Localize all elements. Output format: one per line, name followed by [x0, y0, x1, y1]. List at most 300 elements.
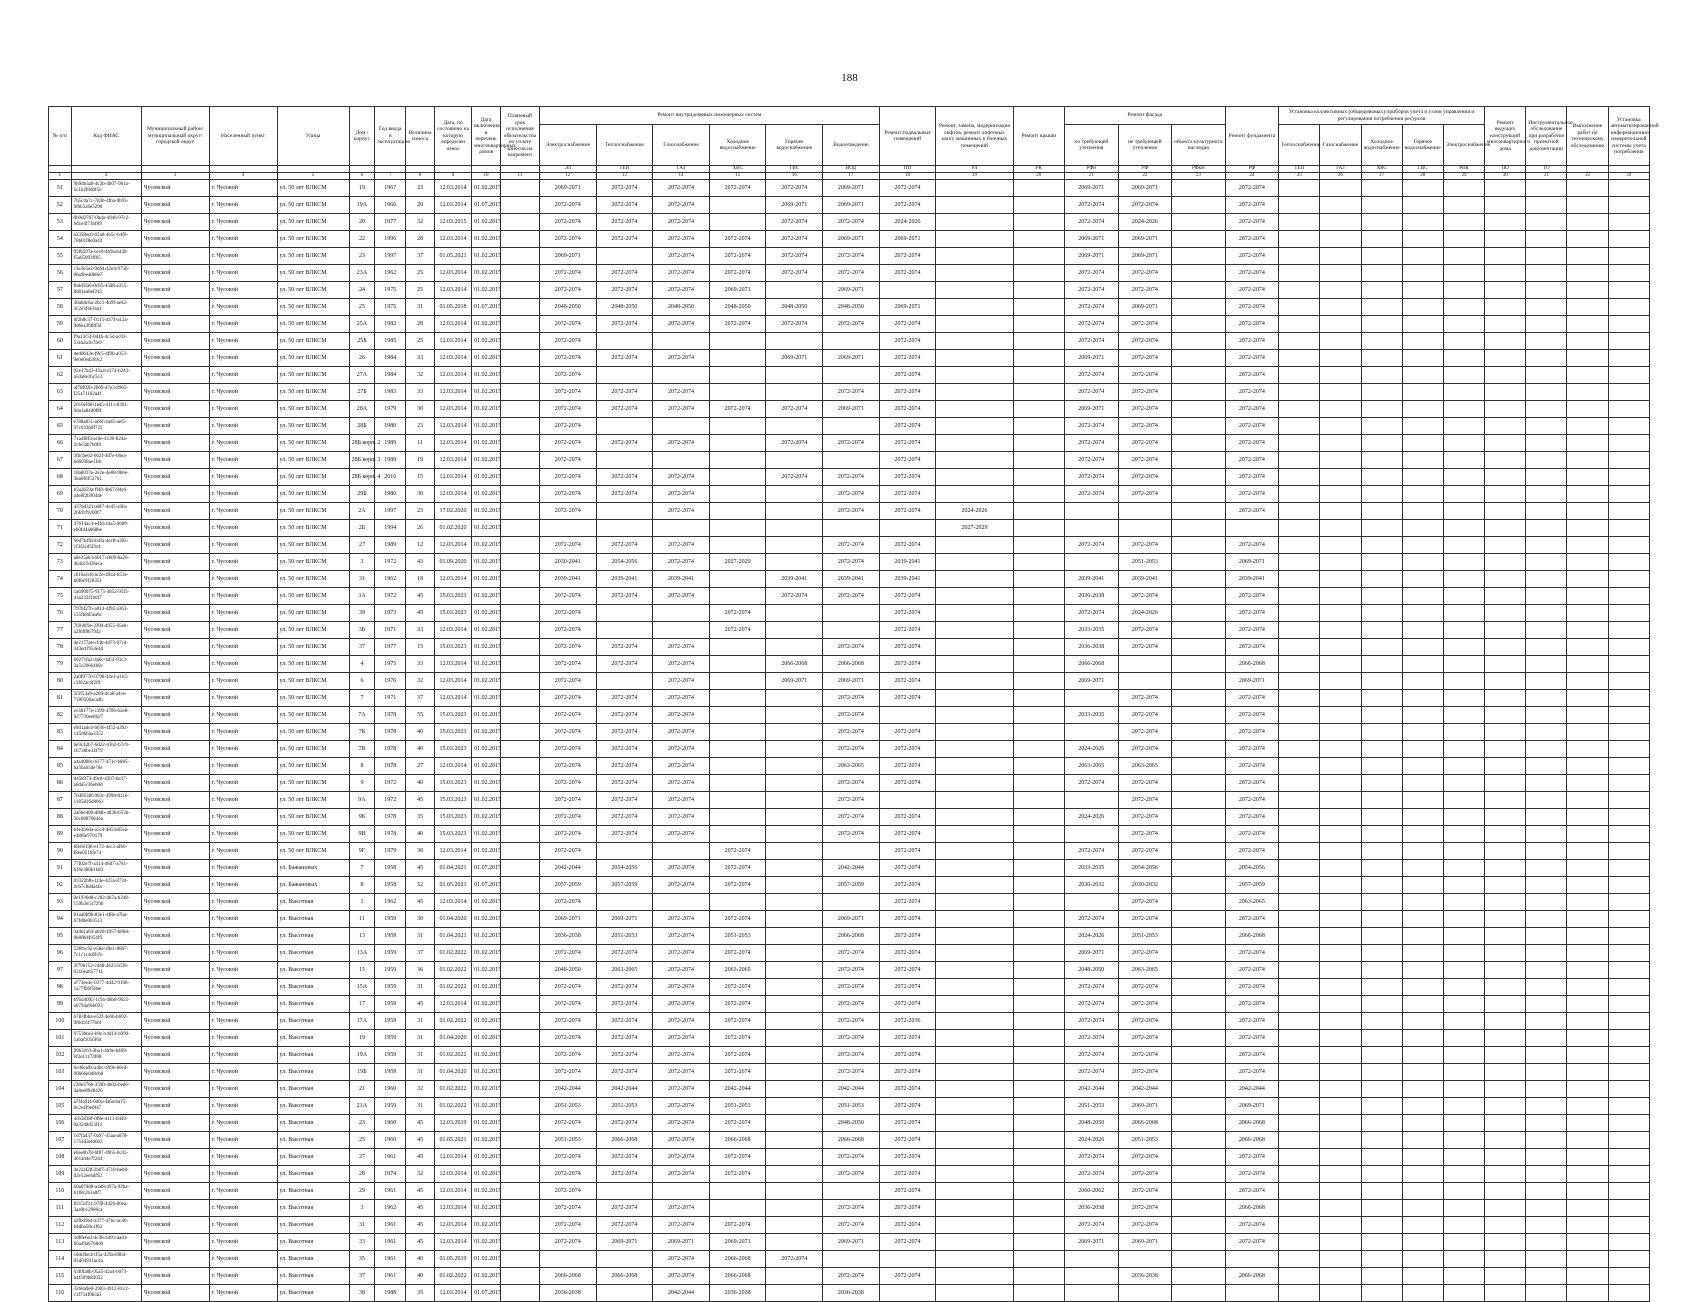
table-cell-mun: Чусовской — [141, 299, 209, 316]
table-cell-empty — [1567, 588, 1608, 605]
table-cell-empty — [1485, 333, 1526, 350]
table-cell-tep: 2072-2074 — [596, 588, 653, 605]
table-cell-di: 01.02.2015 — [472, 384, 501, 401]
table-cell-code: fbdd5fa6-0c85-43d8-a355-8d01ea0ef245 — [71, 282, 141, 299]
table-cell-rfn: 2033-2035 — [1065, 622, 1119, 639]
table-cell-rfn: 2069-2071 — [1065, 673, 1119, 690]
table-cell-gvs — [766, 1098, 823, 1115]
table-cell-empty — [1526, 554, 1567, 571]
table-cell-street: ул. Высотная — [277, 1166, 349, 1183]
table-cell-plan — [500, 486, 539, 503]
table-cell-rk — [1013, 503, 1064, 520]
header-code-cell: ПО — [1485, 166, 1526, 173]
table-cell-street: ул. 50 лет ВЛКСМ — [277, 571, 349, 588]
table-cell-empty — [1320, 1166, 1361, 1183]
table-cell-empty — [1485, 1200, 1526, 1217]
table-cell-gvs — [766, 690, 823, 707]
table-cell-year: 1959 — [375, 962, 406, 979]
table-cell-empty — [1361, 1149, 1402, 1166]
table-cell-uf: 2072-2074 — [1118, 792, 1172, 809]
table-cell-plan — [500, 673, 539, 690]
table-cell-ds: 12.03.2014 — [435, 622, 472, 639]
table-cell-street: ул. Высотная — [277, 1149, 349, 1166]
table-cell-empty — [1279, 214, 1320, 231]
table-cell-ds: 15.03.2023 — [435, 809, 472, 826]
table-cell-wear: 45 — [406, 1132, 435, 1149]
table-cell-year: 1979 — [375, 401, 406, 418]
table-cell-empty — [1567, 1251, 1608, 1268]
table-cell-house: 6 — [349, 673, 375, 690]
table-cell-hvs — [709, 741, 766, 758]
table-cell-mun: Чусовской — [141, 384, 209, 401]
table-cell-empty — [1443, 928, 1484, 945]
table-cell-el: 2072-2074 — [539, 656, 596, 673]
table-cell-gvs — [766, 418, 823, 435]
table-cell-house: 25Б — [349, 333, 375, 350]
table-cell-code: b4e3b6da-a5cd-4854-85ea-e48f6e970179 — [71, 826, 141, 843]
table-cell-house: 25А — [349, 316, 375, 333]
table-cell-rk — [1013, 707, 1064, 724]
table-cell-empty — [1320, 1098, 1361, 1115]
table-cell-empty — [1443, 826, 1484, 843]
table-cell-empty — [1526, 1149, 1567, 1166]
table-cell-rf: 2072-2074 — [1225, 486, 1279, 503]
table-cell-city: г. Чусовой — [209, 809, 277, 826]
table-cell-wear: 55 — [406, 707, 435, 724]
table-cell-rfn: 2072-2074 — [1065, 1013, 1119, 1030]
table-row — [49, 1166, 1650, 1183]
table-cell-rl — [936, 401, 1013, 418]
table-cell-mun: Чусовской — [141, 248, 209, 265]
table-cell-plan — [500, 350, 539, 367]
table-row — [49, 911, 1650, 928]
table-cell-tep: 2072-2074 — [596, 435, 653, 452]
table-cell-vod: 2066-2068 — [823, 656, 880, 673]
table-cell-plan — [500, 1098, 539, 1115]
table-cell-mun: Чусовской — [141, 1098, 209, 1115]
table-row — [49, 1268, 1650, 1285]
table-cell-code: 0458373-49c8-4507-be37-a6da5c36eb0d — [71, 775, 141, 792]
table-cell-mun: Чусовской — [141, 367, 209, 384]
table-cell-pp: 2072-2074 — [879, 367, 936, 384]
table-cell-pp: 2072-2074 — [879, 605, 936, 622]
table-cell-year: 1977 — [375, 639, 406, 656]
table-cell-empty — [1320, 1217, 1361, 1234]
table-cell-city: г. Чусовой — [209, 1149, 277, 1166]
table-cell-rf: 2072-2074 — [1225, 707, 1279, 724]
table-cell-tep: 2072-2074 — [596, 1149, 653, 1166]
header-asu: Установка автоматизированной информационно-измерительной системы учета потребления — [1608, 107, 1649, 166]
table-cell-gaz: 2072-2074 — [653, 469, 710, 486]
table-cell-mun: Чусовской — [141, 826, 209, 843]
table-cell-ds: 12.03.2014 — [435, 656, 472, 673]
table-cell-empty — [1485, 979, 1526, 996]
table-cell-pp: 2072-2074 — [879, 996, 936, 1013]
table-cell-plan — [500, 843, 539, 860]
table-cell-mun: Чусовской — [141, 1183, 209, 1200]
header-sub-electric: Электроснабжение — [539, 125, 596, 166]
table-cell-empty — [1361, 809, 1402, 826]
table-cell-empty — [1320, 690, 1361, 707]
table-row — [49, 537, 1650, 554]
table-cell-empty — [1526, 1217, 1567, 1234]
table-cell-rfkn — [1172, 758, 1226, 775]
table-cell-empty — [1443, 690, 1484, 707]
table-cell-empty — [1485, 1268, 1526, 1285]
table-cell-el: 2036-2038 — [539, 928, 596, 945]
table-cell-rl — [936, 350, 1013, 367]
table-cell-mun: Чусовской — [141, 673, 209, 690]
table-cell-pp — [879, 520, 936, 537]
table-cell-n: 99 — [49, 996, 72, 1013]
table-cell-empty — [1526, 1098, 1567, 1115]
table-cell-ds: 01.04.2021 — [435, 860, 472, 877]
table-cell-hvs: 2072-2074 — [709, 996, 766, 1013]
table-cell-wear: 31 — [406, 1013, 435, 1030]
table-cell-rl — [936, 1081, 1013, 1098]
table-cell-rl — [936, 996, 1013, 1013]
table-cell-gaz: 2072-2074 — [653, 928, 710, 945]
table-cell-n: 100 — [49, 1013, 72, 1030]
table-cell-city: г. Чусовой — [209, 316, 277, 333]
table-cell-empty — [1279, 401, 1320, 418]
table-cell-rk — [1013, 1183, 1064, 1200]
table-cell-ds: 15.03.2023 — [435, 707, 472, 724]
table-cell-hvs: 2072-2074 — [709, 1013, 766, 1030]
table-cell-hvs: 2072-2074 — [709, 1047, 766, 1064]
table-cell-street: ул. 50 лет ВЛКСМ — [277, 197, 349, 214]
table-cell-gvs — [766, 1013, 823, 1030]
table-cell-vod: 2072-2074 — [823, 639, 880, 656]
table-cell-code: a7f4a91f-0d0a-4a6a-ba75-0c2e4f9e0f47 — [71, 1098, 141, 1115]
table-cell-code: 3df8e6e3-4c48-4491-aad1-b6a49a6768d0 — [71, 1234, 141, 1251]
table-cell-code: 40abdc6a-2bc5-4b9f-ae42-3c2e3f4e1ba1 — [71, 299, 141, 316]
table-cell-rfkn — [1172, 826, 1226, 843]
table-cell-empty — [1485, 401, 1526, 418]
table-cell-di: 01.02.2015 — [472, 911, 501, 928]
table-cell-empty — [1608, 1251, 1649, 1268]
table-cell-street: ул. 50 лет ВЛКСМ — [277, 639, 349, 656]
table-cell-vod: 2069-2071 — [823, 911, 880, 928]
table-cell-gaz: 2072-2074 — [653, 214, 710, 231]
table-cell-rfkn — [1172, 656, 1226, 673]
table-cell-empty — [1320, 605, 1361, 622]
table-cell-vod: 2069-2071 — [823, 401, 880, 418]
table-cell-rf: 2072-2074 — [1225, 248, 1279, 265]
table-cell-empty — [1279, 248, 1320, 265]
header-column-number: 23 — [1172, 173, 1226, 180]
table-cell-gaz — [653, 452, 710, 469]
header-house: Дом / корпус — [349, 107, 375, 166]
table-cell-n: 63 — [49, 384, 72, 401]
table-cell-vod: 2036-2038 — [823, 1285, 880, 1302]
table-cell-city: г. Чусовой — [209, 911, 277, 928]
table-row — [49, 1081, 1650, 1098]
table-cell-wear: 43 — [406, 554, 435, 571]
table-cell-city: г. Чусовой — [209, 435, 277, 452]
table-cell-empty — [1443, 792, 1484, 809]
table-cell-empty — [1608, 622, 1649, 639]
table-cell-rfn: 2072-2074 — [1065, 316, 1119, 333]
table-cell-mun: Чусовской — [141, 962, 209, 979]
table-cell-uf: 2072-2074 — [1118, 469, 1172, 486]
table-cell-empty — [1526, 367, 1567, 384]
table-row — [49, 622, 1650, 639]
table-cell-rfn — [1065, 1285, 1119, 1302]
table-cell-empty — [1279, 894, 1320, 911]
table-cell-rl — [936, 1166, 1013, 1183]
table-row — [49, 639, 1650, 656]
table-cell-rk — [1013, 1098, 1064, 1115]
table-cell-di: 01.02.2015 — [472, 486, 501, 503]
header-column-number: 14 — [653, 173, 710, 180]
table-cell-empty — [1361, 1217, 1402, 1234]
table-cell-pp — [879, 707, 936, 724]
table-cell-hvs: 2066-2068 — [709, 1268, 766, 1285]
table-cell-plan — [500, 401, 539, 418]
table-cell-empty — [1320, 962, 1361, 979]
table-cell-house: 7А — [349, 707, 375, 724]
table-cell-rfn: 2048-2050 — [1065, 962, 1119, 979]
table-cell-house: 22 — [349, 231, 375, 248]
table-cell-di: 01.02.2015 — [472, 741, 501, 758]
table-cell-year: 1989 — [375, 537, 406, 554]
table-cell-hvs: 2072-2074 — [709, 316, 766, 333]
table-cell-empty — [1608, 996, 1649, 1013]
table-cell-rf: 2072-2074 — [1225, 452, 1279, 469]
table-cell-rfn — [1065, 792, 1119, 809]
table-cell-empty — [1526, 486, 1567, 503]
table-cell-empty — [1402, 214, 1443, 231]
table-cell-empty — [1567, 503, 1608, 520]
header-code-cell: ЭЛ — [539, 166, 596, 173]
table-cell-street: ул. Высотная — [277, 1064, 349, 1081]
table-cell-year: 1967 — [375, 180, 406, 197]
table-cell-house: 9А — [349, 792, 375, 809]
table-cell-pp: 2072-2074 — [879, 911, 936, 928]
table-cell-plan — [500, 707, 539, 724]
table-cell-rl — [936, 537, 1013, 554]
table-cell-empty — [1279, 231, 1320, 248]
table-cell-rfn: 2072-2074 — [1065, 452, 1119, 469]
table-cell-rfkn — [1172, 894, 1226, 911]
table-cell-pp: 2072-2074 — [879, 384, 936, 401]
table-cell-empty — [1361, 1047, 1402, 1064]
table-cell-street: ул. Высотная — [277, 894, 349, 911]
table-cell-empty — [1526, 826, 1567, 843]
table-cell-tep — [596, 622, 653, 639]
table-cell-rfn: 2072-2074 — [1065, 1166, 1119, 1183]
table-cell-vod: 2063-2065 — [823, 758, 880, 775]
table-cell-gaz: 2072-2074 — [653, 180, 710, 197]
table-cell-empty — [1402, 435, 1443, 452]
table-cell-wear: 31 — [406, 1098, 435, 1115]
table-cell-empty — [1485, 1251, 1526, 1268]
table-cell-empty — [1279, 707, 1320, 724]
table-cell-rk — [1013, 1115, 1064, 1132]
table-cell-rk — [1013, 826, 1064, 843]
table-cell-empty — [1279, 282, 1320, 299]
table-cell-empty — [1485, 316, 1526, 333]
table-cell-code: 7649538f-963c-4998-8116-1185826d8063 — [71, 792, 141, 809]
table-cell-code: 797bf27b-a014-4f92-a363-125fb8d5ea6c — [71, 605, 141, 622]
table-cell-empty — [1402, 758, 1443, 775]
table-cell-mun: Чусовской — [141, 1030, 209, 1047]
table-cell-uf: 2072-2074 — [1118, 435, 1172, 452]
table-cell-wear: 40 — [406, 741, 435, 758]
table-cell-city: г. Чусовой — [209, 1064, 277, 1081]
header-sub-facade-insul: по требующей утепления — [1065, 125, 1119, 166]
table-cell-code: 7b5c4a7c-7d3b-4fba-9b93-0f6b5a6e5290 — [71, 197, 141, 214]
table-cell-empty — [1279, 316, 1320, 333]
table-cell-street: ул. Высотная — [277, 1285, 349, 1302]
header-code-cell — [375, 166, 406, 173]
table-cell-street: ул. 50 лет ВЛКСМ — [277, 248, 349, 265]
table-cell-rk — [1013, 962, 1064, 979]
table-cell-wear: 45 — [406, 1217, 435, 1234]
table-cell-empty — [1485, 639, 1526, 656]
table-cell-code: 95f6597a-cec0-4b9a-b43b-f5a65093ff05 — [71, 248, 141, 265]
table-cell-di: 01.02.2015 — [472, 1030, 501, 1047]
table-cell-mun: Чусовской — [141, 265, 209, 282]
table-cell-rfn: 2069-2071 — [1065, 180, 1119, 197]
table-cell-rf — [1225, 1251, 1279, 1268]
table-cell-rk — [1013, 520, 1064, 537]
header-column-number: 19 — [936, 173, 1013, 180]
table-cell-n: 94 — [49, 911, 72, 928]
table-cell-rl — [936, 775, 1013, 792]
table-cell-empty — [1443, 1268, 1484, 1285]
table-cell-uf: 2072-2074 — [1118, 333, 1172, 350]
header-code-cell: ТЕП — [596, 166, 653, 173]
table-cell-empty — [1526, 741, 1567, 758]
table-cell-year: 1980 — [375, 486, 406, 503]
table-cell-pp: 2039-2041 — [879, 554, 936, 571]
table-cell-n: 72 — [49, 537, 72, 554]
table-cell-wear: 25 — [406, 282, 435, 299]
table-cell-rk — [1013, 333, 1064, 350]
table-cell-year: 1984 — [375, 350, 406, 367]
table-cell-hvs — [709, 214, 766, 231]
table-cell-rf: 2072-2074 — [1225, 1217, 1279, 1234]
table-cell-house: 28Б корп. 4 — [349, 469, 375, 486]
table-cell-empty — [1402, 1234, 1443, 1251]
table-cell-n: 69 — [49, 486, 72, 503]
header-code-cell — [71, 166, 141, 173]
table-cell-el: 2072-2074 — [539, 826, 596, 843]
header-code-row — [49, 166, 1650, 173]
table-cell-year: 1983 — [375, 384, 406, 401]
table-row — [49, 469, 1650, 486]
table-cell-rl — [936, 962, 1013, 979]
table-cell-el: 2072-2074 — [539, 707, 596, 724]
table-cell-empty — [1279, 1132, 1320, 1149]
table-cell-empty — [1320, 435, 1361, 452]
table-cell-empty — [1443, 860, 1484, 877]
table-cell-vod: 2072-2074 — [823, 214, 880, 231]
table-cell-rfn: 2072-2074 — [1065, 265, 1119, 282]
table-cell-year: 1961 — [375, 1149, 406, 1166]
table-cell-hvs: 2072-2074 — [709, 1166, 766, 1183]
table-cell-pp: 2072-2074 — [879, 316, 936, 333]
table-cell-pp: 2069-2071 — [879, 231, 936, 248]
table-cell-wear: 45 — [406, 1234, 435, 1251]
table-cell-hvs: 2066-2068 — [709, 1132, 766, 1149]
table-cell-empty — [1320, 571, 1361, 588]
table-cell-rk — [1013, 911, 1064, 928]
table-cell-mun: Чусовской — [141, 656, 209, 673]
table-cell-rfn: 2072-2074 — [1065, 435, 1119, 452]
table-cell-tep: 2072-2074 — [596, 775, 653, 792]
table-cell-house: 4 — [349, 656, 375, 673]
table-cell-city: г. Чусовой — [209, 554, 277, 571]
table-row — [49, 1132, 1650, 1149]
table-cell-gaz — [653, 1183, 710, 1200]
table-cell-vod — [823, 367, 880, 384]
table-cell-uf: 2072-2074 — [1118, 945, 1172, 962]
table-cell-tep: 2072-2074 — [596, 316, 653, 333]
header-column-number: 20 — [1013, 173, 1064, 180]
table-cell-rl — [936, 214, 1013, 231]
table-cell-plan — [500, 1234, 539, 1251]
table-cell-el: 2072-2074 — [539, 316, 596, 333]
table-cell-uf: 2072-2074 — [1118, 452, 1172, 469]
table-cell-empty — [1402, 401, 1443, 418]
table-cell-empty — [1279, 860, 1320, 877]
table-row — [49, 299, 1650, 316]
table-row — [49, 401, 1650, 418]
table-cell-empty — [1320, 520, 1361, 537]
table-cell-gvs — [766, 503, 823, 520]
table-cell-empty — [1526, 792, 1567, 809]
table-cell-el: 2072-2074 — [539, 639, 596, 656]
table-cell-rk — [1013, 537, 1064, 554]
table-cell-mun: Чусовской — [141, 231, 209, 248]
table-cell-rl — [936, 1251, 1013, 1268]
table-cell-plan — [500, 452, 539, 469]
table-cell-vod: 2072-2074 — [823, 316, 880, 333]
table-cell-house: 28Б корп. 2 — [349, 435, 375, 452]
table-cell-empty — [1485, 911, 1526, 928]
table-cell-tep: 2072-2074 — [596, 1030, 653, 1047]
table-cell-empty — [1567, 1013, 1608, 1030]
table-cell-empty — [1361, 1013, 1402, 1030]
table-cell-plan — [500, 860, 539, 877]
table-cell-year: 1960 — [375, 1115, 406, 1132]
table-cell-code: 7f2b0f9e-3394-4955-95eb-a2f6ff0b7942 — [71, 622, 141, 639]
table-cell-empty — [1279, 299, 1320, 316]
table-cell-street: ул. 50 лет ВЛКСМ — [277, 282, 349, 299]
table-cell-uf: 2072-2074 — [1118, 384, 1172, 401]
table-cell-rk — [1013, 1149, 1064, 1166]
table-cell-vod: 2051-2053 — [823, 1098, 880, 1115]
table-cell-empty — [1567, 911, 1608, 928]
table-cell-empty — [1608, 1098, 1649, 1115]
table-cell-rl — [936, 435, 1013, 452]
table-cell-hvs — [709, 452, 766, 469]
table-cell-empty — [1402, 248, 1443, 265]
table-cell-empty — [1567, 384, 1608, 401]
table-cell-year: 1978 — [375, 758, 406, 775]
table-cell-plan — [500, 656, 539, 673]
table-cell-plan — [500, 809, 539, 826]
table-cell-rk — [1013, 945, 1064, 962]
table-cell-el: 2072-2074 — [539, 894, 596, 911]
table-cell-year: 1960 — [375, 1081, 406, 1098]
table-cell-empty — [1361, 911, 1402, 928]
table-cell-tep: 2072-2074 — [596, 384, 653, 401]
table-cell-el: 2072-2074 — [539, 741, 596, 758]
